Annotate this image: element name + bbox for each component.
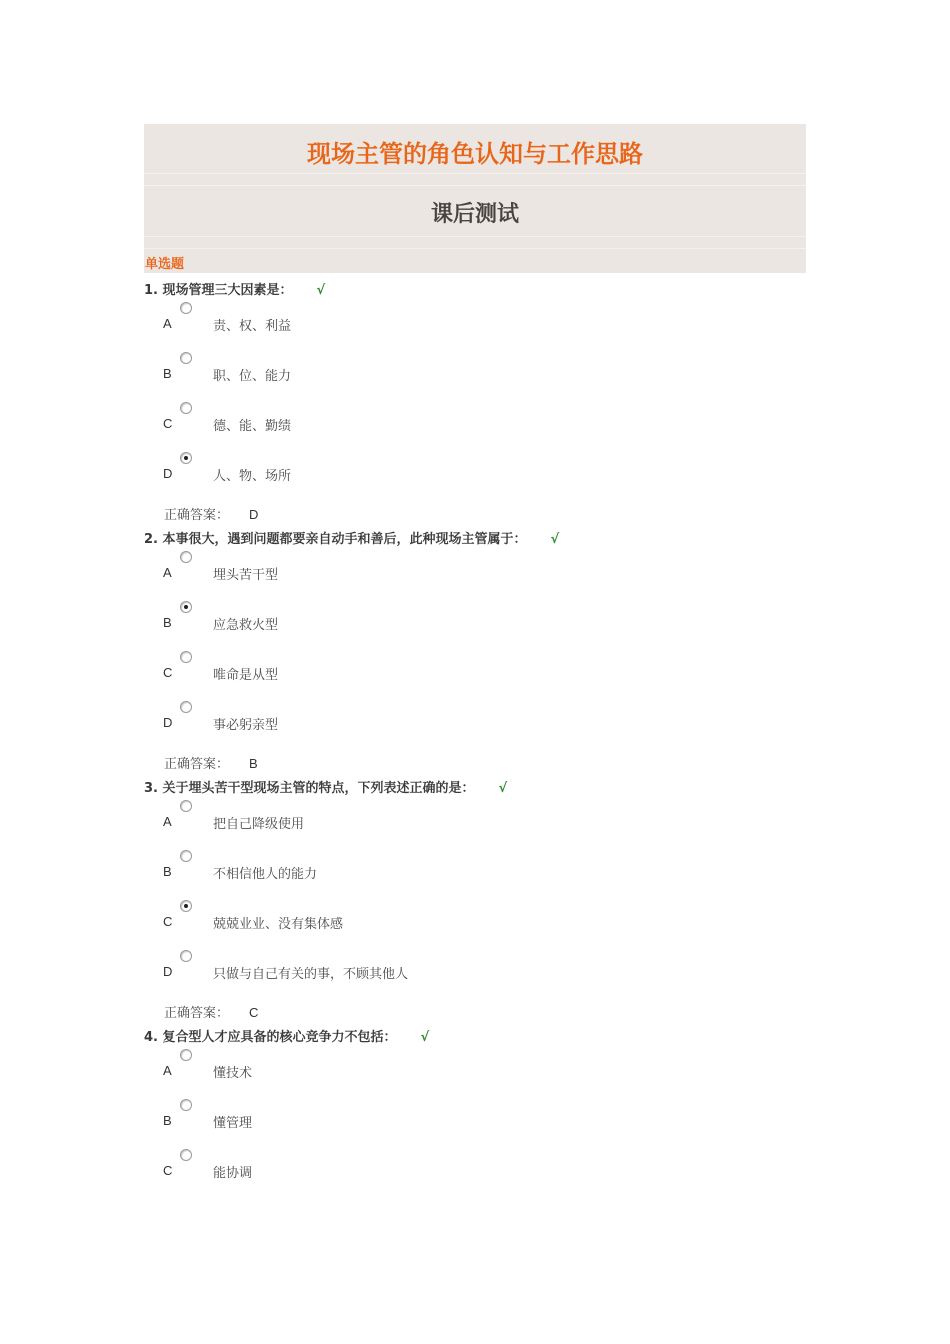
quiz-sheet: [144, 124, 806, 1181]
option-letter: B: [163, 366, 172, 381]
option-b[interactable]: [144, 352, 744, 392]
option-c[interactable]: [144, 900, 744, 940]
question-text: 3. 关于埋头苦干型现场主管的特点，下列表述正确的是：: [144, 781, 475, 796]
option-letter: D: [163, 715, 173, 730]
option-letter: C: [163, 914, 173, 929]
option-letter: B: [163, 615, 172, 630]
quiz-header: [144, 124, 806, 273]
correct-check-icon: √: [498, 781, 508, 796]
radio-button-selected[interactable]: [180, 601, 192, 613]
option-a[interactable]: [144, 551, 744, 591]
option-text: 人、物、场所: [213, 469, 292, 484]
radio-button[interactable]: [180, 800, 192, 812]
answer-label: 正确答案：: [164, 1006, 230, 1021]
section-label: 单选题: [145, 257, 185, 272]
divider: [144, 185, 806, 186]
option-text: 埋头苦干型: [213, 568, 279, 583]
option-a[interactable]: [144, 1049, 744, 1089]
answer-value: B: [249, 756, 258, 771]
option-b[interactable]: [144, 601, 744, 641]
option-letter: C: [163, 665, 173, 680]
correct-check-icon: √: [550, 532, 560, 547]
radio-button[interactable]: [180, 651, 192, 663]
answer-value: D: [249, 507, 259, 522]
option-letter: A: [163, 565, 172, 580]
answer-label: 正确答案：: [164, 757, 230, 772]
option-letter: B: [163, 864, 172, 879]
option-text: 责、权、利益: [213, 319, 292, 334]
option-c[interactable]: [144, 1149, 744, 1189]
question-text: 2. 本事很大，遇到问题都要亲自动手和善后，此种现场主管属于：: [144, 532, 527, 547]
option-text: 唯命是从型: [213, 668, 279, 683]
option-text: 不相信他人的能力: [213, 867, 318, 882]
option-d[interactable]: [144, 950, 744, 990]
question-title: [144, 777, 507, 796]
option-text: 把自己降级使用: [213, 817, 305, 832]
question-text: 4. 复合型人才应具备的核心竞争力不包括：: [144, 1030, 397, 1045]
divider: [144, 236, 806, 237]
option-letter: C: [163, 416, 173, 431]
radio-button[interactable]: [180, 302, 192, 314]
option-text: 懂管理: [213, 1116, 253, 1131]
radio-button[interactable]: [180, 402, 192, 414]
radio-button[interactable]: [180, 950, 192, 962]
option-letter: A: [163, 1063, 172, 1078]
option-text: 职、位、能力: [213, 369, 292, 384]
radio-button[interactable]: [180, 701, 192, 713]
option-a[interactable]: [144, 800, 744, 840]
option-text: 只做与自己有关的事，不顾其他人: [213, 967, 409, 982]
option-d[interactable]: [144, 701, 744, 741]
question-title: [144, 1026, 429, 1045]
option-letter: D: [163, 964, 173, 979]
option-a[interactable]: [144, 302, 744, 342]
radio-button[interactable]: [180, 850, 192, 862]
radio-button[interactable]: [180, 352, 192, 364]
radio-button[interactable]: [180, 551, 192, 563]
option-text: 能协调: [213, 1166, 253, 1181]
question-title: [144, 279, 325, 298]
correct-check-icon: √: [420, 1030, 430, 1045]
option-text: 懂技术: [213, 1066, 253, 1081]
option-d[interactable]: [144, 452, 744, 492]
radio-button-selected[interactable]: [180, 452, 192, 464]
correct-answer: [164, 1002, 258, 1021]
correct-check-icon: √: [316, 283, 326, 298]
page-subtitle: 课后测试: [430, 202, 519, 227]
answer-label: 正确答案：: [164, 508, 230, 523]
radio-button[interactable]: [180, 1099, 192, 1111]
option-text: 应急救火型: [213, 618, 279, 633]
option-b[interactable]: [144, 1099, 744, 1139]
option-c[interactable]: [144, 402, 744, 442]
radio-button-selected[interactable]: [180, 900, 192, 912]
option-letter: A: [163, 814, 172, 829]
option-letter: D: [163, 466, 173, 481]
option-text: 事必躬亲型: [213, 718, 279, 733]
correct-answer: [164, 504, 258, 523]
option-letter: C: [163, 1163, 173, 1178]
divider: [144, 248, 806, 249]
option-b[interactable]: [144, 850, 744, 890]
option-letter: B: [163, 1113, 172, 1128]
option-text: 兢兢业业、没有集体感: [213, 917, 344, 932]
question-text: 1. 现场管理三大因素是：: [144, 283, 293, 298]
divider: [144, 173, 806, 174]
radio-button[interactable]: [180, 1149, 192, 1161]
option-c[interactable]: [144, 651, 744, 691]
answer-value: C: [249, 1005, 259, 1020]
option-letter: A: [163, 316, 172, 331]
page-title: 现场主管的角色认知与工作思路: [307, 140, 643, 168]
radio-button[interactable]: [180, 1049, 192, 1061]
question-title: [144, 528, 559, 547]
correct-answer: [164, 753, 258, 772]
option-text: 德、能、勤绩: [213, 419, 292, 434]
